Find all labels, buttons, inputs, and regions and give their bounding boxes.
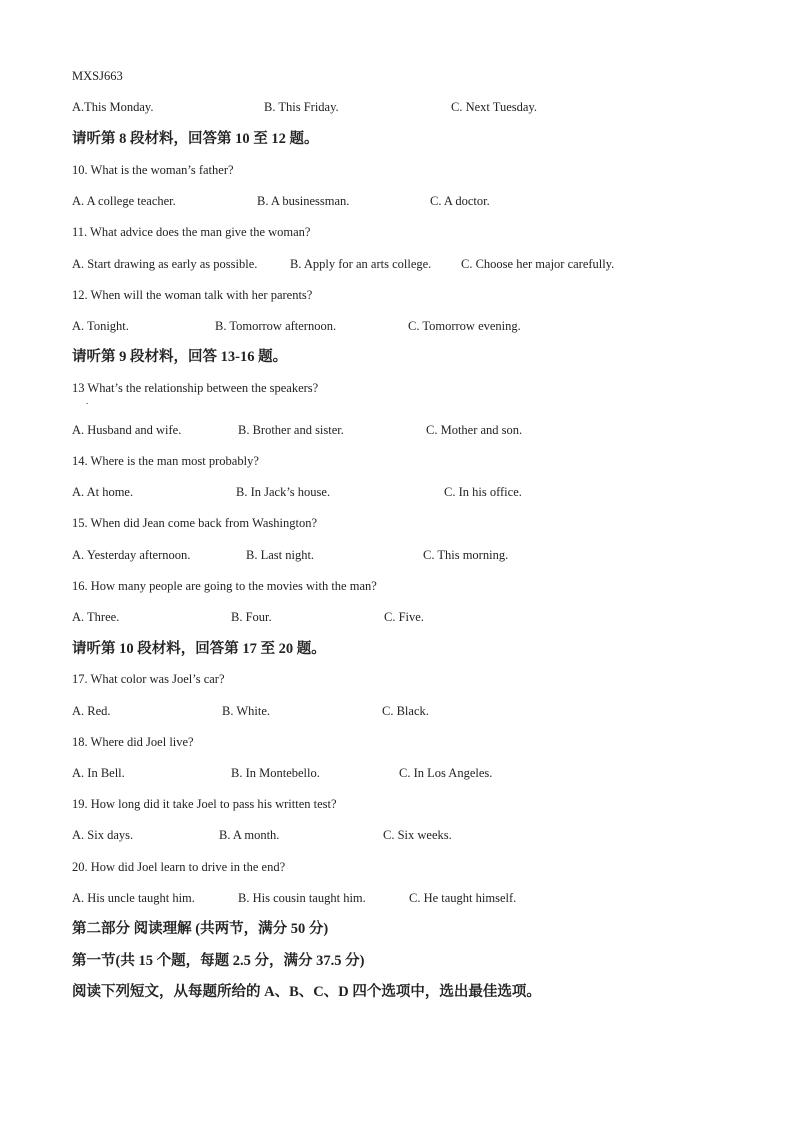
option-c: C. In Los Angeles.	[399, 766, 493, 780]
question-text: 11. What advice does the man give the woman?	[72, 225, 311, 239]
option-a: A. At home.	[72, 485, 134, 499]
option-c: C. Mother and son.	[426, 423, 523, 437]
option-a: A. In Bell.	[72, 766, 125, 780]
option-c: C. In his office.	[444, 485, 522, 499]
option-c: C. Black.	[382, 704, 429, 718]
question-text: 10. What is the woman’s father?	[72, 163, 234, 177]
option-c: C. This morning.	[423, 548, 509, 562]
option-b: B. A businessman.	[257, 194, 350, 208]
option-a: A. Three.	[72, 610, 120, 624]
option-b: B. A month.	[219, 828, 280, 842]
question-text: 20. How did Joel learn to drive in the end?	[72, 860, 286, 874]
question-text: 19. How long did it take Joel to pass his written test?	[72, 797, 337, 811]
option-a: A. Tonight.	[72, 319, 129, 333]
question-text: 15. When did Jean come back from Washington?	[72, 516, 317, 530]
option-a: A. His uncle taught him.	[72, 891, 195, 905]
option-a: A. Red.	[72, 704, 111, 718]
option-b: B. Last night.	[246, 548, 315, 562]
option-a: A. Yesterday afternoon.	[72, 548, 191, 562]
option-c: C. Next Tuesday.	[451, 100, 538, 114]
option-b: B. His cousin taught him.	[238, 891, 366, 905]
option-b: B. Four.	[231, 610, 272, 624]
part-2-section-1-heading: 第一节(共 15 个题，每题 2.5 分，满分 37.5 分)	[72, 953, 365, 969]
section-heading-10: 请听第 10 段材料，回答第 17 至 20 题。	[72, 641, 326, 657]
option-c: C. He taught himself.	[409, 891, 517, 905]
section-heading-8: 请听第 8 段材料，回答第 10 至 12 题。	[72, 131, 319, 147]
option-b: B. White.	[222, 704, 271, 718]
option-c: C. Tomorrow evening.	[408, 319, 521, 333]
part-2-title: 第二部分 阅读理解 (共两节，满分 50 分)	[72, 921, 329, 937]
question-text: 17. What color was Joel’s car?	[72, 672, 225, 686]
option-c: C. Five.	[384, 610, 424, 624]
document-code: MXSJ663	[72, 69, 123, 83]
question-text: 18. Where did Joel live?	[72, 735, 194, 749]
option-a: A.This Monday.	[72, 100, 154, 114]
option-c: C. Choose her major carefully.	[461, 257, 615, 271]
question-text: 13 What’s the relationship between the speakers?	[72, 381, 319, 395]
option-a: A. Six days.	[72, 828, 134, 842]
option-c: C. A doctor.	[430, 194, 490, 208]
option-b: B. This Friday.	[264, 100, 339, 114]
option-a: A. A college teacher.	[72, 194, 176, 208]
reading-instruction: 阅读下列短文，从每题所给的 A、B、C、D 四个选项中，选出最佳选项。	[72, 984, 541, 1000]
option-b: B. In Montebello.	[231, 766, 320, 780]
option-b: B. Apply for an arts college.	[290, 257, 432, 271]
option-b: B. Brother and sister.	[238, 423, 344, 437]
stray-dot: .	[86, 396, 89, 406]
option-c: C. Six weeks.	[383, 828, 452, 842]
option-a: A. Start drawing as early as possible.	[72, 257, 258, 271]
question-text: 14. Where is the man most probably?	[72, 454, 259, 468]
option-b: B. Tomorrow afternoon.	[215, 319, 337, 333]
option-b: B. In Jack’s house.	[236, 485, 331, 499]
question-text: 16. How many people are going to the movies with the man?	[72, 579, 377, 593]
question-text: 12. When will the woman talk with her parents?	[72, 288, 313, 302]
section-heading-9: 请听第 9 段材料，回答 13-16 题。	[72, 349, 288, 365]
option-a: A. Husband and wife.	[72, 423, 182, 437]
